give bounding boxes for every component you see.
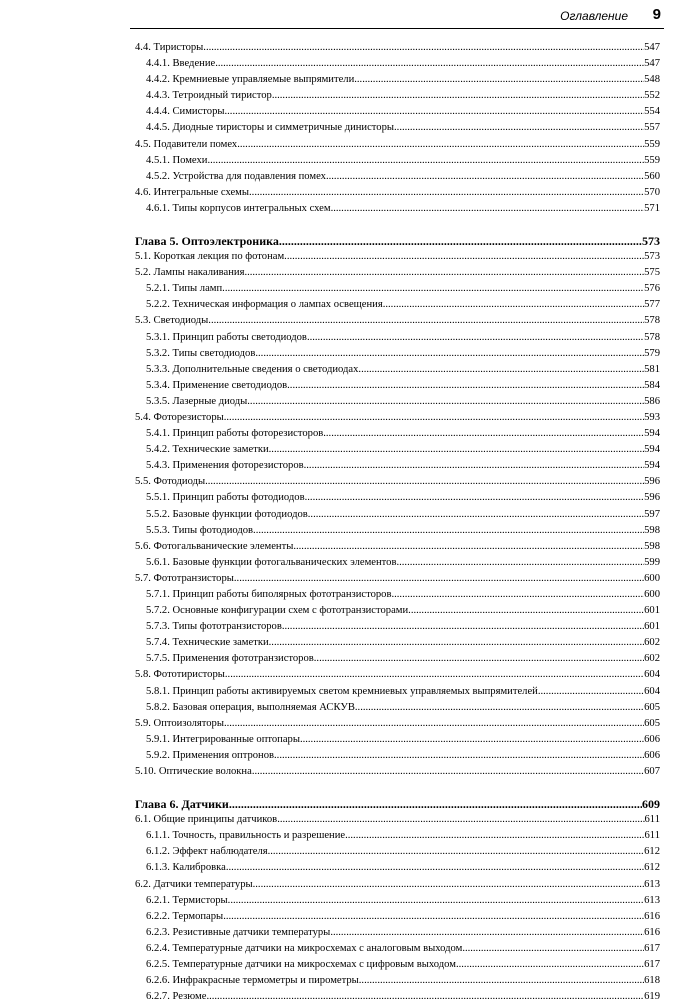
- toc-entry-page: 607: [644, 766, 660, 778]
- toc-entry-title: 5.7.5. Применения фототранзисторов: [146, 653, 314, 665]
- toc-leader-dots: [222, 281, 644, 297]
- toc-entry-title: 5.8.2. Базовая операция, выполняемая АСКУВ: [146, 701, 355, 713]
- toc-subsection: [135, 651, 660, 667]
- toc-entry-title: 5.6. Фотогальванические элементы: [135, 540, 294, 552]
- toc-leader-dots: [225, 104, 645, 120]
- toc-subsection: [135, 378, 660, 394]
- toc-subsection: [135, 330, 660, 346]
- toc-leader-dots: [308, 507, 644, 523]
- toc-entry-page: 613: [644, 878, 660, 890]
- toc-entry-title: 6.1.1. Точность, правильность и разрешение: [146, 830, 346, 842]
- toc-leader-dots: [272, 88, 644, 104]
- toc-leader-dots: [206, 989, 644, 1005]
- toc-section: [135, 539, 660, 555]
- toc-leader-dots: [255, 346, 644, 362]
- toc-entry-page: 612: [644, 862, 660, 874]
- toc-entry-page: 605: [644, 701, 660, 713]
- toc-subsection: [135, 973, 660, 989]
- toc-entry-page: 598: [644, 524, 660, 536]
- toc-leader-dots: [207, 153, 644, 169]
- toc-entry-title: Глава 5. Оптоэлектроника: [135, 234, 279, 249]
- toc-entry-title: 5.2. Лампы накаливания: [135, 267, 245, 279]
- toc-entry-page: 609: [642, 797, 660, 812]
- toc-entry-page: 594: [644, 428, 660, 440]
- toc-entry-title: 5.3.2. Типы светодиодов: [146, 347, 256, 359]
- toc-leader-dots: [326, 169, 644, 185]
- toc-subsection: [135, 603, 660, 619]
- toc-entry-page: 573: [642, 234, 660, 249]
- toc-entry-page: 613: [644, 894, 660, 906]
- toc-leader-dots: [274, 748, 644, 764]
- toc-entry-page: 612: [644, 846, 660, 858]
- toc-leader-dots: [226, 860, 644, 876]
- toc-entry-page: 616: [644, 926, 660, 938]
- toc-subsection: [135, 700, 660, 716]
- toc-entry-title: 5.5. Фотодиоды: [135, 476, 206, 488]
- toc-entry-title: 5.5.2. Базовые функции фотодиодов: [146, 508, 308, 520]
- toc-entry-title: 5.7.2. Основные конфигурации схем с фототранзисторами: [146, 605, 409, 617]
- toc-entry-page: 579: [644, 347, 660, 359]
- toc-leader-dots: [269, 635, 644, 651]
- toc-entry-title: 4.4. Тиристоры: [135, 42, 204, 53]
- toc-entry-title: 6.1.2. Эффект наблюдателя: [146, 846, 268, 858]
- toc-subsection: [135, 909, 660, 925]
- toc-entry-page: 578: [644, 315, 660, 327]
- toc-section: [135, 812, 660, 828]
- toc-entry-title: 5.3.1. Принцип работы светодиодов: [146, 331, 307, 343]
- toc-leader-dots: [330, 925, 644, 941]
- toc-subsection: [135, 426, 660, 442]
- toc-entry-page: 597: [644, 508, 660, 520]
- toc-section: [135, 716, 660, 732]
- toc-entry-page: 584: [644, 379, 660, 391]
- toc-entry-page: 586: [644, 395, 660, 407]
- toc-subsection: [135, 88, 660, 104]
- toc-leader-dots: [314, 651, 644, 667]
- toc-spacer: [135, 217, 660, 233]
- toc-leader-dots: [456, 957, 644, 973]
- toc-entry-page: 611: [644, 814, 660, 826]
- toc-entry-title: 4.4.3. Тетроидный тиристор: [146, 90, 272, 102]
- toc-entry-title: 5.1. Короткая лекция по фотонам: [135, 251, 285, 263]
- toc-entry-page: 576: [644, 283, 660, 295]
- toc-entry-title: 4.4.1. Введение: [146, 58, 216, 70]
- toc-entry-title: 5.9. Оптоизоляторы: [135, 717, 224, 729]
- toc-entry-title: 6.2.1. Термисторы: [146, 894, 228, 906]
- toc-section: [135, 185, 660, 201]
- toc-entry-page: 600: [644, 572, 660, 584]
- toc-leader-dots: [394, 120, 644, 136]
- toc-section: [135, 249, 660, 265]
- toc-leader-dots: [223, 909, 644, 925]
- toc-leader-dots: [224, 410, 644, 426]
- toc-subsection: [135, 120, 660, 136]
- toc-leader-dots: [205, 474, 644, 490]
- toc-entry-title: 6.2.4. Температурные датчики на микросхемах с аналоговым выходом: [146, 942, 463, 954]
- toc-entry-page: 605: [644, 717, 660, 729]
- toc-subsection: [135, 941, 660, 957]
- toc-entry-page: 617: [644, 958, 660, 970]
- toc-subsection: [135, 587, 660, 603]
- toc-entry-page: 600: [644, 589, 660, 600]
- toc-entry-page: 604: [644, 685, 660, 697]
- toc-leader-dots: [391, 587, 644, 603]
- toc-entry-title: 4.4.5. Диодные тиристоры и симметричные динисторы: [146, 122, 395, 134]
- toc-entry-title: 5.10. Оптические волокна: [135, 766, 252, 778]
- toc-entry-title: 6.2.5. Температурные датчики на микросхемах с цифровым выходом: [146, 958, 456, 970]
- toc-subsection: [135, 893, 660, 909]
- toc-subsection: [135, 507, 660, 523]
- toc-entry-title: 4.5. Подавители помех: [135, 138, 238, 150]
- toc-entry-title: 5.7.3. Типы фототранзисторов: [146, 621, 282, 633]
- toc-leader-dots: [323, 426, 644, 442]
- toc-leader-dots: [304, 458, 644, 474]
- toc-subsection: [135, 490, 660, 506]
- toc-entry-page: 618: [644, 975, 660, 987]
- toc-leader-dots: [305, 490, 644, 506]
- toc-entry-title: 5.2.2. Техническая информация о лампах освещения: [146, 299, 383, 311]
- toc-section: [135, 877, 660, 893]
- toc-entry-page: 601: [644, 621, 660, 633]
- page-header: [130, 6, 664, 29]
- toc-entry-page: 596: [644, 476, 660, 488]
- toc-section: [135, 410, 660, 426]
- toc-leader-dots: [307, 330, 644, 346]
- toc-leader-dots: [269, 442, 644, 458]
- toc-section: [135, 40, 660, 56]
- toc-entry-page: 601: [644, 605, 660, 617]
- toc-leader-dots: [277, 812, 644, 828]
- toc-entry-title: 5.9.2. Применения оптронов: [146, 749, 275, 761]
- toc-entry-title: 4.4.2. Кремниевые управляемые выпрямители: [146, 74, 355, 86]
- toc-leader-dots: [462, 941, 644, 957]
- toc-leader-dots: [208, 313, 644, 329]
- toc-section: [135, 667, 660, 683]
- toc-leader-dots: [268, 844, 645, 860]
- toc-subsection: [135, 748, 660, 764]
- toc-entry-title: 5.7.1. Принцип работы биполярных фототранзисторов: [146, 589, 392, 600]
- toc-section: [135, 764, 660, 780]
- toc-entry-page: 548: [644, 74, 660, 86]
- toc-entry-title: 5.3.5. Лазерные диоды: [146, 395, 248, 407]
- toc-leader-dots: [244, 265, 644, 281]
- toc-leader-dots: [229, 796, 642, 812]
- toc-entry-page: 554: [644, 106, 660, 118]
- toc-leader-dots: [253, 877, 644, 893]
- toc-entry-page: 577: [644, 299, 660, 311]
- toc-spacer: [135, 780, 660, 796]
- toc-leader-dots: [538, 684, 644, 700]
- toc-leader-dots: [215, 56, 644, 72]
- toc-subsection: [135, 72, 660, 88]
- toc-subsection: [135, 458, 660, 474]
- toc-entry-page: 598: [644, 540, 660, 552]
- toc-subsection: [135, 297, 660, 313]
- toc-entry-page: 596: [644, 492, 660, 504]
- toc-leader-dots: [354, 72, 644, 88]
- toc-subsection: [135, 925, 660, 941]
- toc-subsection: [135, 362, 660, 378]
- toc-entry-title: 4.4.4. Симисторы: [146, 106, 225, 118]
- toc-section: [135, 137, 660, 153]
- toc-entry-page: 552: [644, 90, 660, 102]
- toc-entry-title: 4.5.1. Помехи: [146, 154, 208, 166]
- toc-entry-title: 5.5.1. Принцип работы фотодиодов: [146, 492, 305, 504]
- toc-leader-dots: [247, 394, 644, 410]
- toc-subsection: [135, 844, 660, 860]
- toc-entry-page: 594: [644, 460, 660, 472]
- toc-leader-dots: [345, 828, 644, 844]
- toc-section: [135, 313, 660, 329]
- toc-entry-page: 557: [644, 122, 660, 134]
- toc-entry-page: 560: [644, 170, 660, 182]
- toc-entry-title: 5.8.1. Принцип работы активируемых светом кремниевых управляемых выпрямителей: [146, 685, 538, 697]
- toc-leader-dots: [234, 571, 644, 587]
- toc-subsection: [135, 828, 660, 844]
- toc-entry-page: 594: [644, 444, 660, 456]
- toc-entry-page: 559: [644, 138, 660, 150]
- toc-subsection: [135, 442, 660, 458]
- toc-entry-page: 547: [644, 58, 660, 70]
- toc-leader-dots: [355, 700, 644, 716]
- toc-chapter: [135, 233, 660, 249]
- toc-leader-dots: [284, 249, 644, 265]
- toc-entry-page: 602: [644, 653, 660, 665]
- toc-entry-page: 617: [644, 942, 660, 954]
- toc-entry-title: 6.2.7. Резюме: [146, 991, 207, 1003]
- toc-subsection: [135, 957, 660, 973]
- toc-entry-page: 604: [644, 669, 660, 681]
- toc-subsection: [135, 555, 660, 571]
- toc-subsection: [135, 56, 660, 72]
- toc-leader-dots: [282, 619, 644, 635]
- toc-entry-page: 616: [644, 910, 660, 922]
- toc-entry-page: 575: [644, 267, 660, 279]
- toc-entry-title: 5.2.1. Типы ламп: [146, 283, 223, 295]
- toc-entry-title: Глава 6. Датчики: [135, 797, 229, 812]
- toc-entry-title: 6.2.2. Термопары: [146, 910, 224, 922]
- toc-entry-title: 5.5.3. Типы фотодиодов: [146, 524, 254, 536]
- toc-subsection: [135, 523, 660, 539]
- toc-subsection: [135, 732, 660, 748]
- toc-entry-page: 571: [644, 202, 660, 214]
- toc-leader-dots: [249, 185, 644, 201]
- toc-entry-title: 5.7.4. Технические заметки: [146, 637, 269, 649]
- toc-leader-dots: [203, 40, 644, 56]
- toc-leader-dots: [408, 603, 644, 619]
- toc-entry-title: 6.2.3. Резистивные датчики температуры: [146, 926, 331, 938]
- toc-leader-dots: [383, 297, 644, 313]
- toc-entry-title: 6.1. Общие принципы датчиков: [135, 814, 278, 826]
- toc-subsection: [135, 989, 660, 1005]
- toc-entry-page: 573: [644, 251, 660, 263]
- toc-subsection: [135, 860, 660, 876]
- toc-subsection: [135, 104, 660, 120]
- toc-subsection: [135, 153, 660, 169]
- toc-entry-page: 570: [644, 186, 660, 198]
- toc-subsection: [135, 684, 660, 700]
- toc-leader-dots: [293, 539, 644, 555]
- toc-entry-page: 602: [644, 637, 660, 649]
- toc-leader-dots: [300, 732, 644, 748]
- toc-entry-title: 5.4.1. Принцип работы фоторезисторов: [146, 428, 324, 440]
- toc-entry-page: 611: [644, 830, 660, 842]
- toc-subsection: [135, 619, 660, 635]
- toc-entry-title: 5.4. Фоторезисторы: [135, 411, 224, 423]
- toc-leader-dots: [253, 523, 644, 539]
- toc-entry-title: 5.6.1. Базовые функции фотогальванических элементов: [146, 556, 397, 568]
- toc-leader-dots: [237, 137, 644, 153]
- toc-entry-title: 6.2. Датчики температуры: [135, 878, 253, 890]
- toc-section: [135, 265, 660, 281]
- toc-leader-dots: [287, 378, 644, 394]
- toc-leader-dots: [279, 233, 642, 249]
- toc-leader-dots: [359, 973, 644, 989]
- toc-leader-dots: [358, 362, 644, 378]
- toc-chapter: [135, 796, 660, 812]
- toc-subsection: [135, 394, 660, 410]
- toc-entry-page: 578: [644, 331, 660, 343]
- toc-entry-page: 606: [644, 733, 660, 745]
- toc-entry-page: 559: [644, 154, 660, 166]
- toc-leader-dots: [252, 764, 644, 780]
- toc-entry-page: 581: [644, 363, 660, 375]
- toc-entry-title: 6.2.6. Инфракрасные термометры и пирометры: [146, 975, 359, 987]
- toc-leader-dots: [396, 555, 644, 571]
- toc-entry-title: 5.3. Светодиоды: [135, 315, 209, 327]
- toc-entry-title: 5.9.1. Интегрированные оптопары: [146, 733, 300, 745]
- running-title: Оглавление: [560, 9, 628, 23]
- toc-entry-title: 6.1.3. Калибровка: [146, 862, 226, 874]
- toc-subsection: [135, 281, 660, 297]
- toc-subsection: [135, 169, 660, 185]
- toc-entry-title: 4.5.2. Устройства для подавления помех: [146, 170, 326, 182]
- toc-subsection: [135, 201, 660, 217]
- page-number: 9: [652, 6, 661, 23]
- toc-entry-title: 5.3.4. Применение светодиодов: [146, 379, 288, 391]
- toc-leader-dots: [331, 201, 645, 217]
- toc-leader-dots: [224, 716, 644, 732]
- toc-entry-title: 4.6. Интегральные схемы: [135, 186, 250, 198]
- toc-entry-page: 606: [644, 749, 660, 761]
- toc-entry-title: 4.6.1. Типы корпусов интегральных схем: [146, 202, 331, 214]
- toc-subsection: [135, 635, 660, 651]
- toc-entry-title: 5.4.3. Применения фоторезисторов: [146, 460, 304, 472]
- toc-entry-title: 5.3.3. Дополнительные сведения о светодиодах: [146, 363, 359, 375]
- toc-section: [135, 571, 660, 587]
- toc-subsection: [135, 346, 660, 362]
- toc-leader-dots: [225, 667, 644, 683]
- toc-leader-dots: [228, 893, 644, 909]
- toc-entry-title: 5.8. Фототиристоры: [135, 669, 225, 681]
- table-of-contents: [135, 40, 660, 1005]
- toc-entry-page: 547: [644, 42, 660, 53]
- toc-entry-title: 5.4.2. Технические заметки: [146, 444, 269, 456]
- toc-entry-page: 619: [644, 991, 660, 1003]
- toc-entry-page: 593: [644, 411, 660, 423]
- toc-entry-title: 5.7. Фототранзисторы: [135, 572, 234, 584]
- toc-entry-page: 599: [644, 556, 660, 568]
- toc-section: [135, 474, 660, 490]
